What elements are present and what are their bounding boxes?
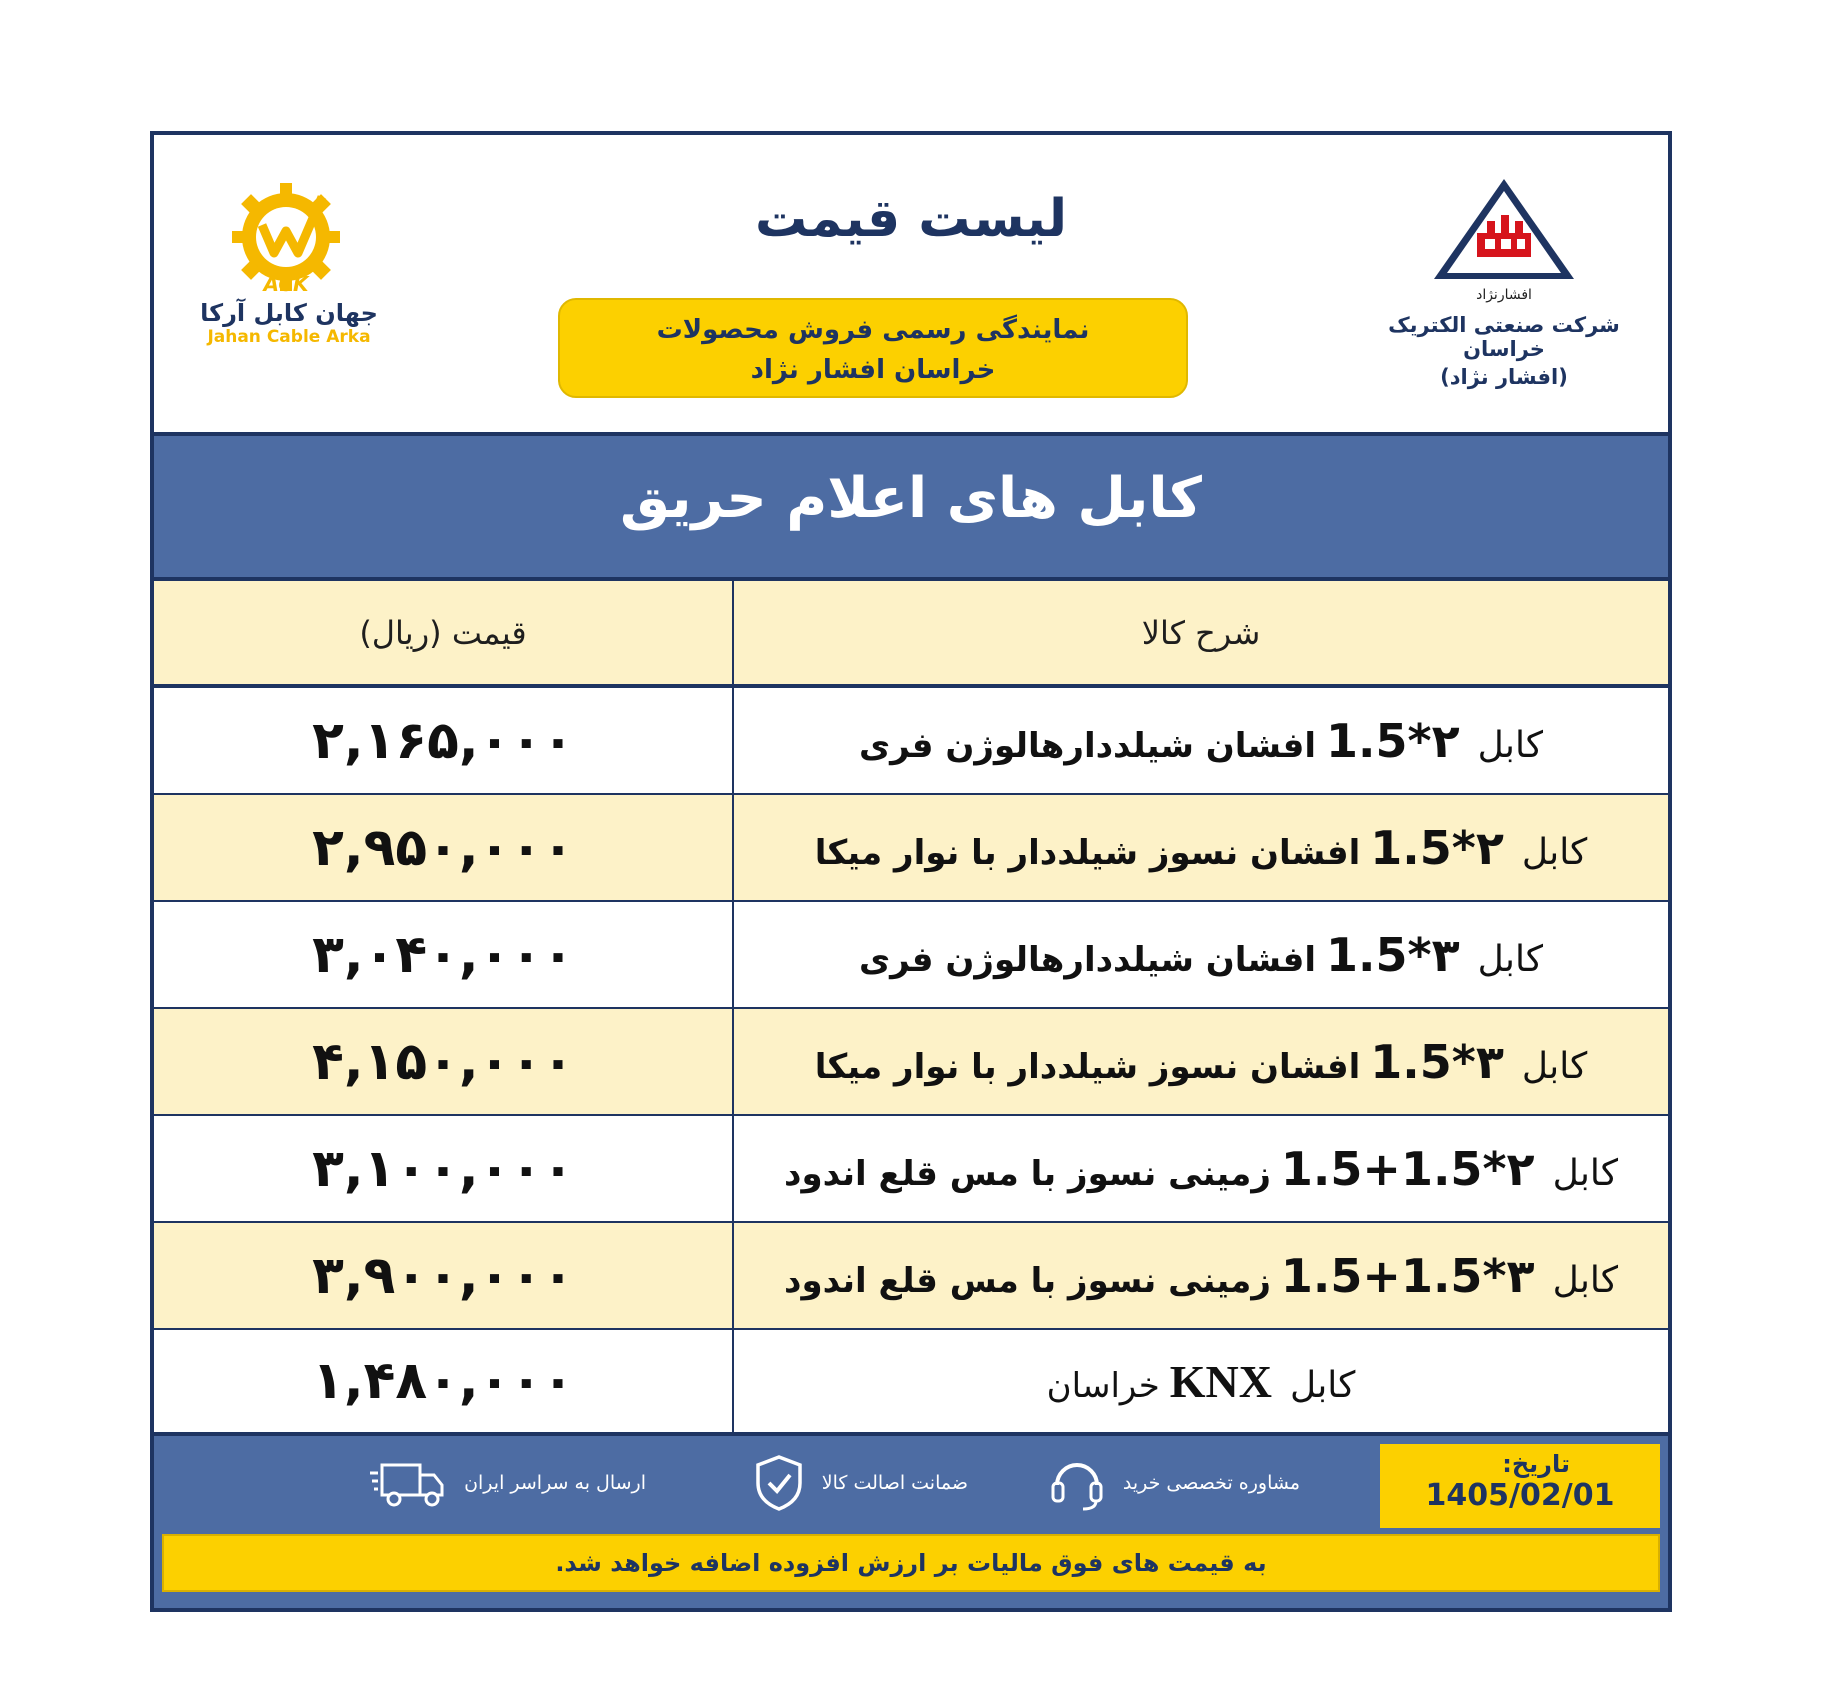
table-row <box>154 1116 1668 1223</box>
row-spec: ۲*1.5+1.5 <box>1280 1141 1535 1196</box>
logo-right-company-sub: (افشار نژاد) <box>1440 365 1568 389</box>
row-price: ۴,۱۵۰,۰۰۰ <box>312 1031 574 1092</box>
logo-right-company-name: شرکت صنعتی الکتریک خراسان <box>1388 313 1620 361</box>
row-spec: ۳*1.5 <box>1370 1034 1504 1089</box>
section-title: کابل های اعلام حریق <box>620 466 1202 531</box>
shield-check-icon <box>752 1453 806 1513</box>
row-prefix: کابل <box>1477 938 1544 980</box>
desc-cell <box>732 688 1668 793</box>
column-header-price: قیمت (ریال) <box>359 613 527 652</box>
feature-shipping <box>368 1450 646 1516</box>
row-description: زمینی نسوز با مس قلع اندود <box>784 1153 1271 1194</box>
row-price: ۳,۹۰۰,۰۰۰ <box>312 1245 574 1306</box>
date-value: 1405/02/01 <box>1425 1478 1615 1513</box>
price-cell <box>154 1009 732 1114</box>
row-spec: ۳*1.5+1.5 <box>1280 1248 1535 1303</box>
table-header-row <box>154 581 1668 688</box>
desc-cell <box>732 1116 1668 1221</box>
date-box <box>1380 1444 1660 1528</box>
triangle-logo-icon <box>1429 175 1579 285</box>
header-price-cell <box>154 581 732 684</box>
price-cell <box>154 795 732 900</box>
logo-left-name-en: Jahan Cable Arka <box>207 327 371 347</box>
section-band <box>154 436 1668 581</box>
price-list-frame <box>150 131 1672 1612</box>
desc-cell <box>732 902 1668 1007</box>
row-spec: ۳*1.5 <box>1326 927 1460 982</box>
table-row <box>154 1223 1668 1330</box>
khorasan-electric-logo <box>1354 175 1654 415</box>
feature-consult-label: مشاوره تخصصی خرید <box>1122 1472 1300 1494</box>
delivery-truck-icon <box>368 1455 448 1511</box>
price-cell <box>154 1116 732 1221</box>
vat-note: به قیمت های فوق مالیات بر ارزش افزوده اضافه خواهد شد. <box>162 1534 1660 1592</box>
column-header-desc: شرح کالا <box>1141 613 1261 652</box>
row-prefix: کابل <box>1477 724 1544 766</box>
row-prefix: کابل <box>1521 831 1588 873</box>
row-price: ۲,۹۵۰,۰۰۰ <box>312 817 574 878</box>
price-cell <box>154 902 732 1007</box>
logo-right-small-text: افشارنژاد <box>1476 287 1532 303</box>
row-spec: KNX <box>1169 1355 1272 1407</box>
row-description: افشان نسوز شیلددار با نوار میکا <box>814 1046 1361 1087</box>
row-prefix: کابل <box>1289 1364 1356 1406</box>
row-price: ۱,۴۸۰,۰۰۰ <box>312 1351 574 1411</box>
table-row <box>154 1009 1668 1116</box>
feature-guarantee <box>752 1450 968 1516</box>
header-desc-cell <box>732 581 1668 684</box>
price-cell <box>154 1330 732 1432</box>
row-description: افشان نسوز شیلددار با نوار میکا <box>814 832 1361 873</box>
feature-shipping-label: ارسال به سراسر ایران <box>464 1472 646 1494</box>
desc-cell <box>732 1009 1668 1114</box>
row-spec: ۲*1.5 <box>1370 820 1504 875</box>
badge-line-1: نمایندگی رسمی فروش محصولات <box>656 315 1090 345</box>
page-title: لیست قیمت <box>755 189 1067 249</box>
row-description: افشان شیلددارهالوژن فری <box>858 939 1317 980</box>
official-dealer-badge <box>558 298 1188 398</box>
price-table <box>154 581 1668 1436</box>
logo-left-name-fa: جهان کابل آرکا <box>200 299 378 327</box>
footer <box>154 1436 1668 1608</box>
date-label: تاریخ: <box>1502 1450 1570 1478</box>
badge-line-2: خراسان افشار نژاد <box>750 355 996 385</box>
row-description: زمینی نسوز با مس قلع اندود <box>784 1260 1271 1301</box>
row-description: افشان شیلددارهالوژن فری <box>858 725 1317 766</box>
row-prefix: کابل <box>1552 1152 1618 1194</box>
row-price: ۲,۱۶۵,۰۰۰ <box>312 710 574 771</box>
row-prefix: کابل <box>1552 1259 1618 1301</box>
row-price: ۳,۰۴۰,۰۰۰ <box>312 924 574 985</box>
row-price: ۳,۱۰۰,۰۰۰ <box>312 1138 574 1199</box>
feature-guarantee-label: ضمانت اصالت کالا <box>821 1472 968 1494</box>
row-prefix: کابل <box>1521 1045 1588 1087</box>
row-description: خراسان <box>1046 1365 1160 1406</box>
table-row <box>154 688 1668 795</box>
feature-consult <box>1047 1450 1300 1516</box>
price-cell <box>154 1223 732 1328</box>
desc-cell <box>732 795 1668 900</box>
table-row <box>154 795 1668 902</box>
table-row <box>154 902 1668 1009</box>
desc-cell <box>732 1330 1668 1432</box>
header <box>154 135 1668 436</box>
price-cell <box>154 688 732 793</box>
table-row <box>154 1330 1668 1432</box>
desc-cell <box>732 1223 1668 1328</box>
row-spec: ۲*1.5 <box>1326 713 1460 768</box>
headset-icon <box>1047 1455 1107 1511</box>
ack-mark: ACK <box>263 272 309 295</box>
